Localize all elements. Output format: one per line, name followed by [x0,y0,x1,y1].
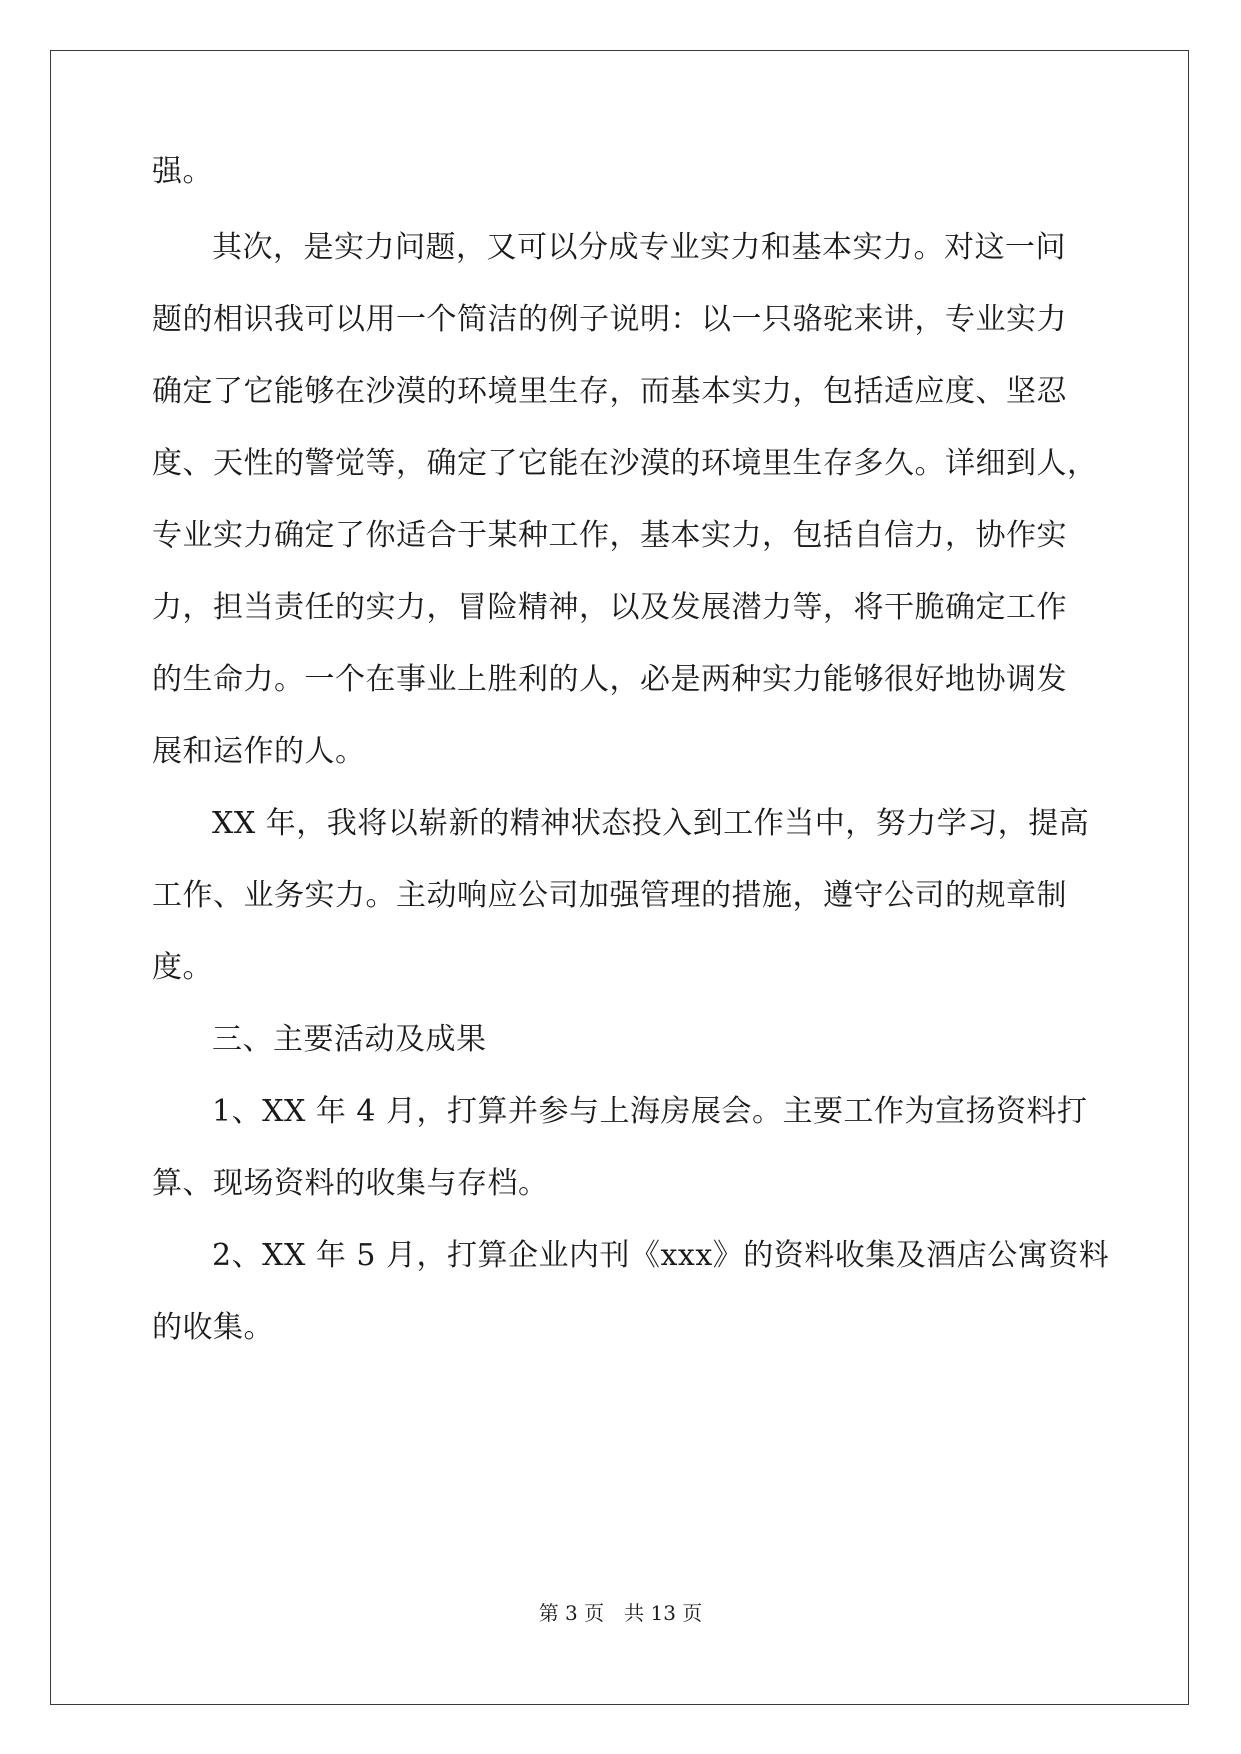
text-line: 度。 [152,950,213,985]
list-item-first-line: 2、XX 年 5 月，打算企业内刊《xxx》的资料收集及酒店公寓资料 [212,1238,1110,1273]
text-line: 力，担当责任的实力，冒险精神，以及发展潜力等，将干脆确定工作 [152,590,1067,625]
paragraph-first-line: 其次，是实力问题，又可以分成专业实力和基本实力。对这一问 [212,230,1066,265]
list-item-first-line: 1、XX 年 4 月，打算并参与上海房展会。主要工作为宣扬资料打 [212,1094,1088,1129]
text-line: 题的相识我可以用一个简洁的例子说明：以一只骆驼来讲，专业实力 [152,302,1067,337]
text-line: 确定了它能够在沙漠的环境里生存，而基本实力，包括适应度、坚忍 [152,374,1067,409]
text-line: 度、天性的警觉等，确定了它能在沙漠的环境里生存多久。详细到人， [152,446,1098,481]
paragraph-first-line: XX 年，我将以崭新的精神状态投入到工作当中，努力学习，提高 [212,806,1090,841]
text-line: 算、现场资料的收集与存档。 [152,1166,549,1201]
text-line: 的收集。 [152,1310,274,1345]
text-line: 展和运作的人。 [152,734,366,769]
section-heading: 三、主要活动及成果 [212,1022,487,1057]
text-line: 的生命力。一个在事业上胜利的人，必是两种实力能够很好地协调发 [152,662,1067,697]
page-number-footer: 第 3 页 共 13 页 [538,1601,703,1625]
text-line: 强。 [152,154,213,189]
text-line: 专业实力确定了你适合于某种工作，基本实力，包括自信力，协作实 [152,518,1067,553]
text-line: 工作、业务实力。主动响应公司加强管理的措施，遵守公司的规章制 [152,878,1067,913]
